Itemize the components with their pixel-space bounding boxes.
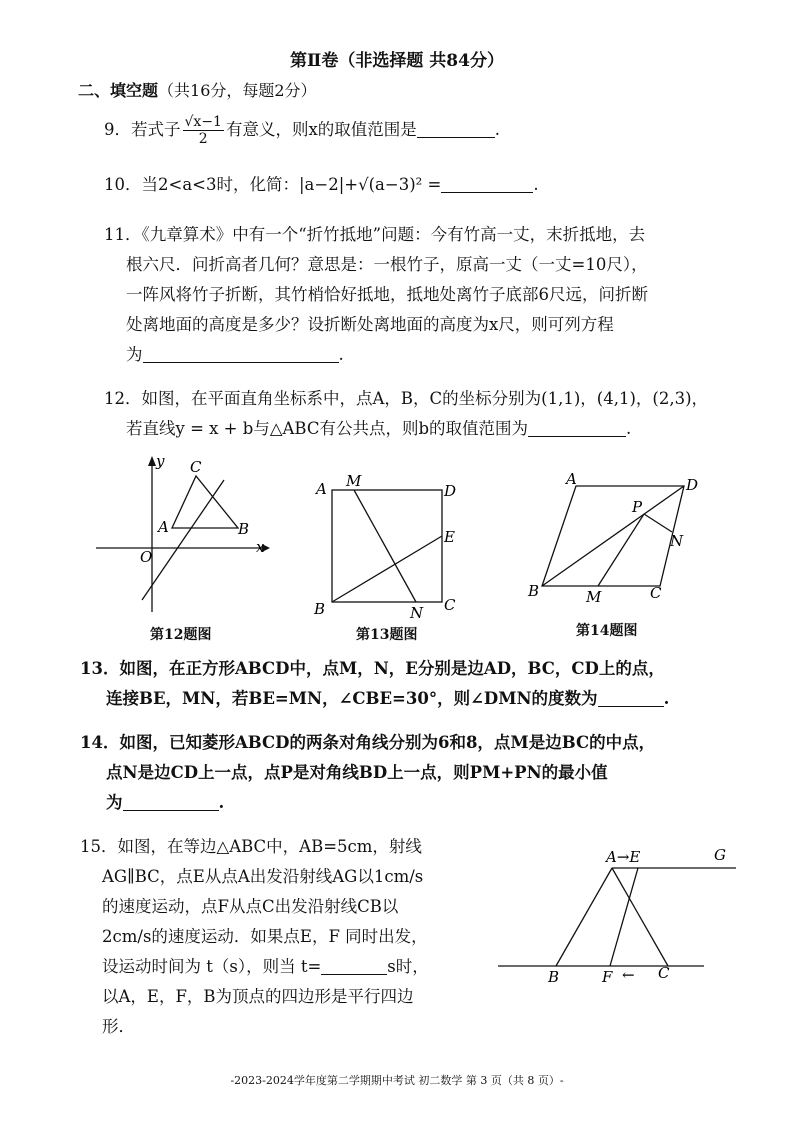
q9-number: 9． xyxy=(104,120,131,139)
q11-end: . xyxy=(338,345,344,364)
diagonal-bd xyxy=(542,486,684,586)
label-a: A xyxy=(316,480,327,498)
label-c: C xyxy=(444,596,456,614)
label-a: A xyxy=(158,518,169,536)
question-10 xyxy=(104,170,539,200)
q11-number: 11． xyxy=(104,225,142,244)
q15-line-6: 以A，E，F，B为顶点的四边形是平行四边 xyxy=(102,987,414,1006)
q9-pre: 若式子 xyxy=(131,120,181,139)
q12-line-2: 若直线y = x + b与△ABC有公共点，则b的取值范围为 xyxy=(126,419,529,438)
q11-line-2: 根六尺．问折高者几何？意思是：一根竹子，原高一丈（一丈=10尺）， xyxy=(126,255,648,274)
q12-line-1: 如图，在平面直角坐标系中，点A，B，C的坐标分别为(1,1)，(4,1)，(2,3)， xyxy=(141,389,709,408)
question-9 xyxy=(104,114,500,147)
q10-end: . xyxy=(533,175,539,194)
label-f: F xyxy=(602,968,613,986)
segment-pn xyxy=(644,514,672,532)
label-c: C xyxy=(658,964,670,982)
q11-line-4: 处离地面的高度是多少？设折断处离地面的高度为x尺，则可列方程 xyxy=(126,315,614,334)
label-y: y xyxy=(156,452,165,470)
segment-ab xyxy=(556,868,612,966)
triangle-abc xyxy=(172,476,238,528)
segment-ac xyxy=(612,868,668,966)
segment-pm xyxy=(598,514,644,586)
page-title: 第Ⅱ卷（非选择题 共84分） xyxy=(290,51,504,71)
figure-12-caption: 第12题图 xyxy=(150,627,212,643)
q10-number: 10． xyxy=(104,175,142,194)
label-c: C xyxy=(190,458,202,476)
question-13 xyxy=(80,654,669,714)
section-heading xyxy=(78,78,317,101)
q10-blank[interactable] xyxy=(441,174,533,193)
q15-line-7: 形． xyxy=(102,1017,135,1036)
question-12 xyxy=(104,384,708,444)
label-m: M xyxy=(586,588,602,606)
q14-blank[interactable] xyxy=(123,792,219,811)
label-n: N xyxy=(410,604,424,622)
figure-14-caption: 第14题图 xyxy=(576,623,638,639)
y-axis-arrow xyxy=(148,456,156,466)
label-p: P xyxy=(632,498,643,516)
q14-line-3: 为 xyxy=(106,793,123,812)
q14-line-2: 点N是边CD上一点，点P是对角线BD上一点，则PM+PN的最小值 xyxy=(106,763,608,782)
label-n: N xyxy=(670,532,684,550)
label-g: G xyxy=(714,846,726,864)
q15-line-1: 如图，在等边△ABC中，AB=5cm，射线 xyxy=(117,837,422,856)
question-11 xyxy=(104,220,648,370)
q15-line-5: 设运动时间为 t（s），则当 t= xyxy=(102,957,322,976)
q13-line-1: 如图，在正方形ABCD中，点M，N，E分别是边AD，BC，CD上的点， xyxy=(119,659,665,678)
q9-numerator: √x−1 xyxy=(184,114,222,130)
label-x: x xyxy=(256,538,265,556)
figure-13-caption: 第13题图 xyxy=(356,627,418,643)
q15-line-4: 2cm/s的速度运动．如果点E，F 同时出发， xyxy=(102,927,428,946)
section-name: 二、填空题 xyxy=(78,81,159,100)
q13-number: 13． xyxy=(80,659,120,678)
label-b: B xyxy=(314,600,326,618)
question-15 xyxy=(80,832,429,1042)
segment-mn xyxy=(354,490,416,602)
label-d: D xyxy=(686,476,699,494)
q10-text: 当2<a<3时，化简：|a−2|+√(a−3)² = xyxy=(141,175,442,194)
segment-be xyxy=(332,536,442,602)
q14-number: 14． xyxy=(80,733,120,752)
label-o: O xyxy=(140,548,153,566)
label-b: B xyxy=(548,968,560,986)
label-a-to-e: A→E xyxy=(606,848,641,866)
arrow-left-icon: ← xyxy=(622,966,635,984)
q14-line-1: 如图，已知菱形ABCD的两条对角线分别为6和8，点M是边BC的中点， xyxy=(119,733,656,752)
section-note: （共16分，每题2分） xyxy=(158,81,317,100)
q9-post: 有意义，则x的取值范围是 xyxy=(225,120,417,139)
q9-denominator: 2 xyxy=(198,131,208,147)
page-footer: -2023-2024学年度第二学期期中考试 初二数学 第 3 页（共 8 页）- xyxy=(230,1074,564,1087)
question-14 xyxy=(80,728,655,818)
q14-end: . xyxy=(218,793,225,812)
q11-line-3: 一阵风将竹子折断，其竹梢恰好抵地，抵地处离竹子底部6尺远，问折断 xyxy=(126,285,648,304)
q15-blank[interactable] xyxy=(321,956,387,975)
q15-line-3: 的速度运动，点F从点C出发沿射线CB以 xyxy=(102,897,399,916)
label-b: B xyxy=(238,520,250,538)
q12-blank[interactable] xyxy=(528,418,626,437)
q12-end: . xyxy=(626,419,632,438)
q15-after-blank: s时， xyxy=(387,957,429,976)
q9-fraction xyxy=(183,114,224,147)
q15-number: 15． xyxy=(80,837,118,856)
line-y-x-b xyxy=(142,480,224,600)
figure-15 xyxy=(494,842,744,990)
figure-13 xyxy=(312,470,472,622)
q11-line-1: 《九章算术》中有一个“折竹抵地”问题：今有竹高一丈，末折抵地，去 xyxy=(141,225,646,244)
q11-blank[interactable] xyxy=(143,344,339,363)
q11-line-5: 为 xyxy=(126,345,143,364)
figure-14 xyxy=(524,470,714,610)
label-c: C xyxy=(650,584,662,602)
q13-blank[interactable] xyxy=(598,688,664,707)
q13-end: . xyxy=(663,689,670,708)
label-m: M xyxy=(346,472,362,490)
q9-end: . xyxy=(494,120,501,139)
label-d: D xyxy=(444,482,457,500)
label-e: E xyxy=(444,528,455,546)
label-a: A xyxy=(566,470,577,488)
q12-number: 12． xyxy=(104,389,142,408)
label-b: B xyxy=(528,582,540,600)
segment-ef xyxy=(610,868,638,966)
q15-line-2: AG∥BC，点E从点A出发沿射线AG以1cm/s xyxy=(102,867,424,886)
q9-blank[interactable] xyxy=(417,119,495,138)
figure-12 xyxy=(90,452,280,622)
q13-line-2: 连接BE，MN，若BE=MN，∠CBE=30°，则∠DMN的度数为 xyxy=(106,689,598,708)
